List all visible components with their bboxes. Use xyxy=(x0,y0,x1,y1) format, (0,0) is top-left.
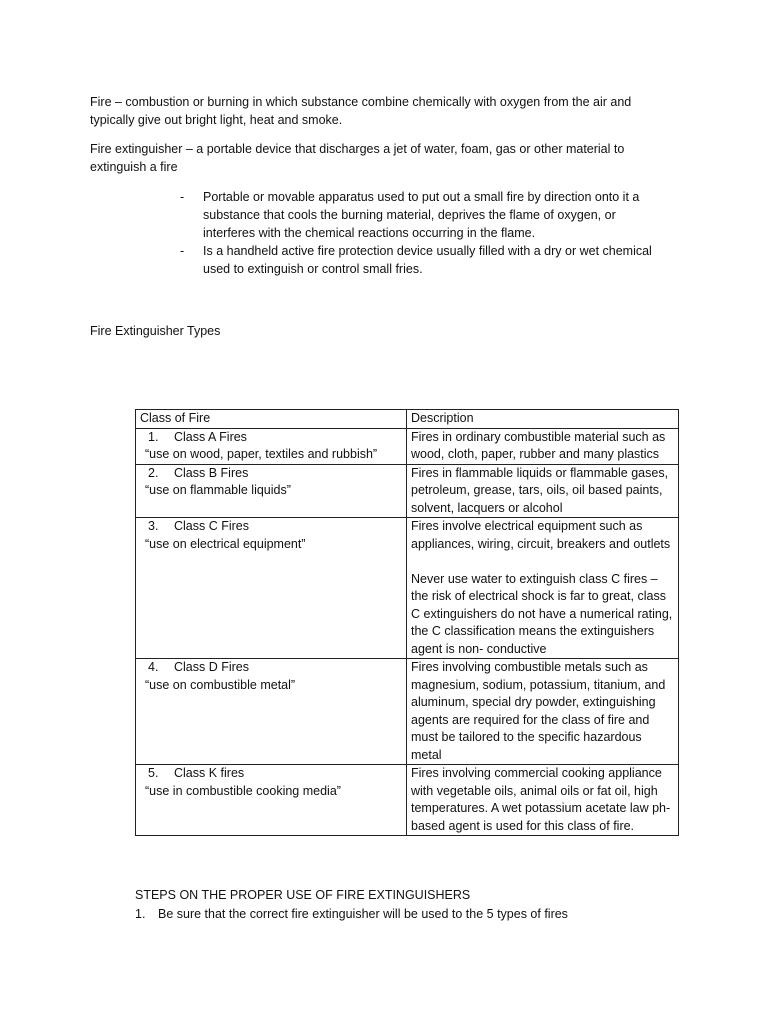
class-name xyxy=(140,659,402,677)
class-label: Class D Fires xyxy=(174,660,250,674)
bullet-text: Portable or movable apparatus used to put out a small fire by direction onto it a substance that cools the burning material, deprives the flame of oxygen, or interferes with the chemical reactions occurring in the flame. xyxy=(203,190,640,240)
class-name xyxy=(140,429,402,447)
class-note: “use on electrical equipment” xyxy=(145,536,306,551)
table-row xyxy=(136,659,679,765)
table-row xyxy=(136,518,679,659)
bullet-dash: - xyxy=(180,244,185,258)
bullet-text: Is a handheld active fire protection device usually filled with a dry or wet chemical used to extinguish or control small fries. xyxy=(203,244,652,276)
class-number: 3. xyxy=(148,519,159,533)
description-cell xyxy=(407,659,679,765)
description-warning-text: Never use water to extinguish class C fires – the risk of electrical shock is far to great, class C extinguishers do not have a numerical rating, the C classification means the extinguishers agent is non- conductive xyxy=(411,571,673,656)
class-number: 1. xyxy=(148,429,159,444)
class-cell xyxy=(136,518,407,659)
paragraph-gap xyxy=(411,553,674,571)
table-row xyxy=(136,765,679,836)
class-label: Class B Fires xyxy=(174,465,249,480)
class-cell xyxy=(136,428,407,464)
table-row xyxy=(136,464,679,518)
class-note: “use in combustible cooking media” xyxy=(145,783,341,798)
definition-bullet-list xyxy=(180,188,670,278)
extinguisher-definition: Fire extinguisher – a portable device that discharges a jet of water, foam, gas or other material to extinguish a fire xyxy=(90,142,625,174)
types-heading: Fire Extinguisher Types xyxy=(90,324,221,338)
description-text: Fires involving commercial cooking appliance with vegetable oils, animal oils or fat oil, high temperatures. A wet potassium acetate law ph-based agent is used for this class of fire. xyxy=(411,766,671,833)
description-text: Fires involving combustible metals such as magnesium, sodium, potassium, titanium, and aluminum, special dry powder, extinguishing agents are required for the class of fire and must be tailored to the specific hazardous metal xyxy=(411,660,666,762)
description-cell xyxy=(407,428,679,464)
class-cell xyxy=(136,464,407,518)
description-text: Fires in ordinary combustible material such as wood, cloth, paper, rubber and many plastics xyxy=(411,429,666,461)
class-label: Class K fires xyxy=(174,766,245,780)
class-name xyxy=(140,765,402,783)
header-class-of-fire: Class of Fire xyxy=(136,410,407,429)
header-description: Description xyxy=(407,410,679,429)
step-number: 1. xyxy=(135,907,146,921)
fire-class-table xyxy=(135,409,679,836)
bullet-item xyxy=(180,188,670,242)
bullet-dash: - xyxy=(180,190,185,204)
description-cell xyxy=(407,765,679,836)
step-text: Be sure that the correct fire extinguisher will be used to the 5 types of fires xyxy=(158,907,568,921)
class-number: 5. xyxy=(148,766,159,780)
class-cell xyxy=(136,765,407,836)
class-note: “use on flammable liquids” xyxy=(145,483,291,497)
class-number: 4. xyxy=(148,660,159,674)
steps-heading: STEPS ON THE PROPER USE OF FIRE EXTINGUISHERS xyxy=(135,888,471,902)
steps-list xyxy=(135,905,568,923)
description-cell xyxy=(407,518,679,659)
description-cell xyxy=(407,464,679,518)
fire-definition: Fire – combustion or burning in which substance combine chemically with oxygen from the air and typically give out bright light, heat and smoke. xyxy=(90,95,632,127)
bullet-item xyxy=(180,242,670,278)
step-item xyxy=(135,905,568,923)
description-text: Fires involve electrical equipment such as appliances, wiring, circuit, breakers and outlets xyxy=(411,519,671,551)
class-note: “use on wood, paper, textiles and rubbish” xyxy=(145,447,378,461)
class-label: Class C Fires xyxy=(174,519,250,533)
class-label: Class A Fires xyxy=(174,429,247,444)
class-note: “use on combustible metal” xyxy=(145,677,296,692)
table-header-row xyxy=(136,410,679,429)
class-name xyxy=(140,465,402,483)
class-cell xyxy=(136,659,407,765)
class-number: 2. xyxy=(148,465,159,480)
description-text: Fires in flammable liquids or flammable gases, petroleum, grease, tars, oils, oil based paints, solvent, lacquers or alcohol xyxy=(411,465,669,515)
table-row xyxy=(136,428,679,464)
class-name xyxy=(140,518,402,536)
